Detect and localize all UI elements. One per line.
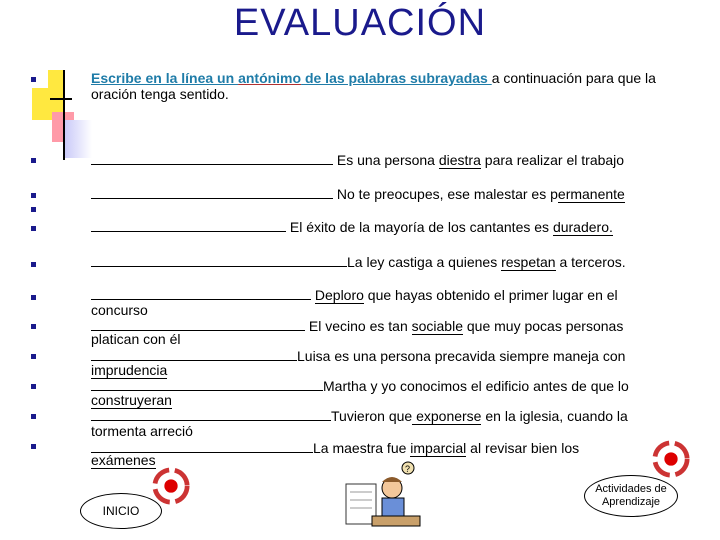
exercise-item-9-continuation: tormenta arreció: [91, 423, 193, 439]
exercise-item-6-continuation: platican con él: [91, 331, 181, 347]
student-clipart-icon: [342, 460, 422, 530]
answer-blank[interactable]: [91, 348, 297, 361]
underlined-word: exponerse: [412, 408, 482, 424]
answer-blank[interactable]: [91, 378, 323, 391]
inicio-button[interactable]: INICIO: [80, 493, 162, 529]
bullet: [31, 193, 36, 198]
underlined-word: imparcial: [410, 440, 467, 456]
instruction-part4: a continuación para que la oración tenga sentido.: [91, 70, 656, 102]
bullet: [31, 262, 36, 267]
underlined-word: respetan: [501, 254, 556, 270]
exercise-item-5: Deploro que hayas obtenido el primer lugar en el: [91, 287, 618, 303]
answer-blank[interactable]: [91, 219, 286, 232]
decor-lavender-block: [64, 120, 92, 158]
decor-yellow-block-small: [48, 70, 64, 88]
underlined-word: duradero.: [552, 219, 613, 235]
instruction-part1: Escribe en la línea un: [91, 70, 239, 86]
answer-blank[interactable]: [91, 152, 333, 165]
instruction-part3: de las palabras subrayadas: [301, 70, 492, 86]
bullet: [31, 295, 36, 300]
recycle-arrows-left-icon[interactable]: [152, 467, 190, 505]
exercise-item-10-continuation: exámenes: [91, 452, 156, 468]
bullet: [31, 207, 36, 212]
exercise-item-1: Es una persona diestra para realizar el trabajo: [91, 152, 624, 168]
decor-vertical-line: [63, 70, 65, 160]
underlined-word: ermanente: [557, 186, 625, 202]
actividades-button[interactable]: Actividades de Aprendizaje: [584, 475, 678, 517]
bullet: [31, 354, 36, 359]
recycle-arrows-right-icon[interactable]: [652, 440, 690, 478]
decor-horizontal-line: [50, 98, 72, 100]
answer-blank[interactable]: [91, 408, 331, 421]
exercise-item-7: Luisa es una persona precavida siempre maneja con: [91, 348, 625, 364]
exercise-item-6: El vecino es tan sociable que muy pocas personas: [91, 318, 623, 334]
exercise-item-10: La maestra fue imparcial al revisar bien los: [91, 440, 579, 456]
instruction-text: [91, 70, 691, 102]
underlined-word: diestra: [438, 152, 481, 168]
answer-blank[interactable]: [91, 254, 347, 267]
bullet: [31, 77, 36, 82]
instruction-antonimo: antónimo: [238, 70, 302, 86]
exercise-item-8: Martha y yo conocimos el edificio antes de que lo: [91, 378, 629, 394]
slide-title: EVALUACIÓN: [233, 2, 487, 44]
underlined-word: Deploro: [314, 287, 364, 303]
svg-text:?: ?: [405, 464, 411, 474]
underlined-word: sociable: [411, 318, 463, 334]
exercise-item-2: No te preocupes, ese malestar es permanente: [91, 186, 625, 202]
bullet: [31, 158, 36, 163]
bullet: [31, 444, 36, 449]
exercise-item-3: El éxito de la mayoría de los cantantes es duradero.: [91, 219, 613, 235]
exercise-item-8-continuation: [91, 392, 172, 408]
answer-blank[interactable]: [91, 287, 311, 300]
bullet: [31, 324, 36, 329]
bullet: [31, 226, 36, 231]
answer-blank[interactable]: [91, 186, 333, 199]
bullet: [31, 384, 36, 389]
underlined-word: imprudencia: [91, 362, 168, 378]
answer-blank[interactable]: [91, 318, 305, 331]
exercise-item-5-continuation: concurso: [91, 302, 148, 318]
bullet: [31, 414, 36, 419]
exercise-item-7-continuation: [91, 362, 167, 378]
exercise-item-4: La ley castiga a quienes respetan a terceros.: [91, 254, 626, 270]
underlined-word: construyeran: [91, 392, 172, 408]
exercise-item-9: Tuvieron que exponerse en la iglesia, cuando la: [91, 408, 628, 424]
